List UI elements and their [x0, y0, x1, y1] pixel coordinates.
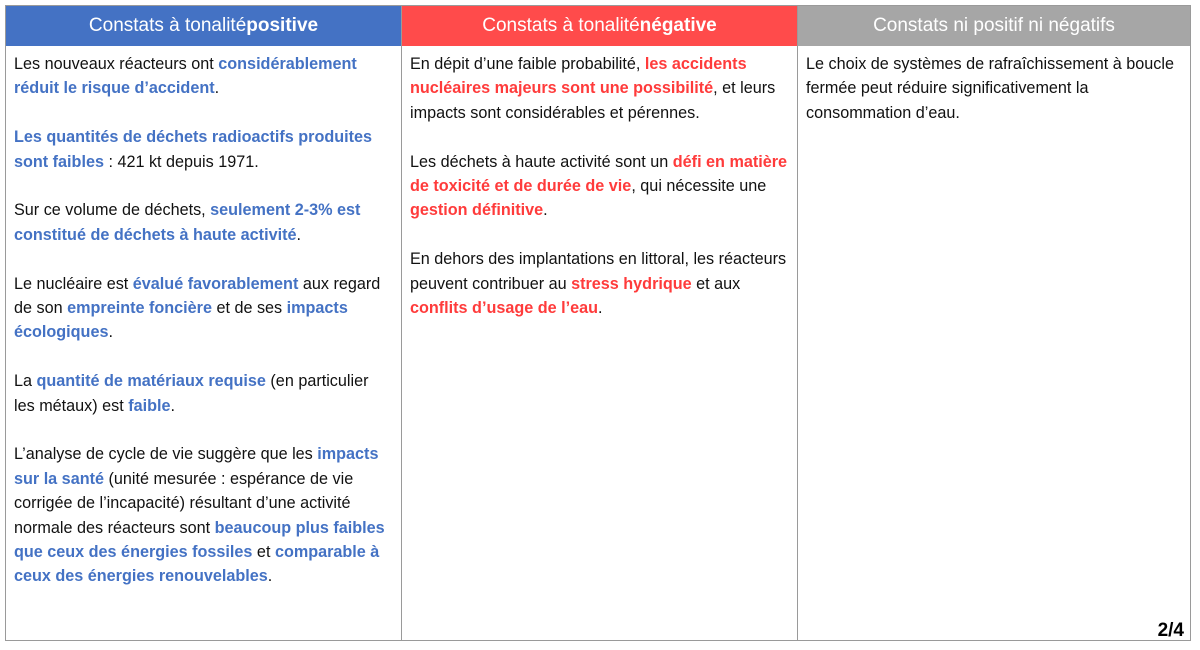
header-positive-bold: positive	[246, 15, 319, 36]
highlighted-text: conflits d’usage de l’eau	[410, 299, 598, 318]
text-segment: .	[296, 225, 301, 244]
text-segment: et de ses	[211, 299, 287, 318]
header-positive	[6, 6, 401, 46]
highlighted-text: stress hydrique	[571, 274, 692, 293]
finding-paragraph	[14, 369, 393, 418]
text-segment: , et leurs impacts sont considérables et pérennes.	[410, 79, 776, 122]
highlighted-text: comparable à ceux des énergies renouvelables	[14, 543, 380, 586]
page-number: 2/4	[1157, 620, 1184, 641]
highlighted-text: quantité de matériaux requise	[36, 372, 266, 391]
finding-paragraph	[14, 442, 393, 588]
header-neutral-text: Constats ni positif ni négatifs	[873, 15, 1115, 36]
findings-table	[5, 5, 1191, 641]
column-positive	[6, 46, 401, 640]
finding-paragraph	[410, 52, 789, 125]
header-neutral	[797, 6, 1190, 46]
highlighted-text: considérablement réduit le risque d’accident	[14, 55, 357, 98]
finding-paragraph	[14, 125, 393, 174]
highlighted-text: faible	[128, 396, 171, 415]
text-segment: (unité mesurée : espérance de vie corrigée de l’incapacité) résultant d’une activité normale des réacteurs sont	[14, 469, 354, 537]
highlighted-text: les accidents nucléaires majeurs sont une possibilité	[410, 55, 747, 98]
finding-paragraph	[14, 52, 393, 101]
text-segment: En dehors des implantations en littoral, les réacteurs peuvent contribuer au	[410, 250, 787, 293]
column-neutral	[797, 46, 1190, 640]
text-segment: (en particulier les métaux) est	[14, 372, 369, 415]
header-negative-prefix: Constats à tonalité	[482, 15, 640, 36]
text-segment: .	[108, 323, 113, 342]
finding-paragraph	[14, 198, 393, 247]
text-segment: .	[267, 567, 273, 586]
header-negative-bold: négative	[639, 15, 717, 36]
text-segment: : 421 kt depuis 1971.	[103, 152, 259, 171]
highlighted-text: gestion définitive	[410, 201, 544, 220]
text-segment: Le choix de systèmes de rafraîchissement à boucle fermée peut réduire significativement la consommation d’eau.	[806, 55, 1175, 122]
column-negative	[401, 46, 797, 640]
highlighted-text: beaucoup plus faibles que ceux des énergies fossiles	[14, 518, 385, 562]
text-segment: et	[252, 543, 275, 562]
highlighted-text: évalué favorablement	[132, 274, 299, 293]
header-positive-prefix: Constats à tonalité	[88, 15, 247, 36]
finding-paragraph	[410, 150, 789, 223]
text-segment: En dépit d’une faible probabilité,	[410, 55, 645, 73]
finding-paragraph	[806, 52, 1182, 125]
text-segment: L’analyse de cycle de vie suggère que les	[14, 445, 318, 464]
highlighted-text: empreinte foncière	[67, 299, 212, 318]
text-segment: Les nouveaux réacteurs ont	[14, 55, 219, 73]
highlighted-text: seulement 2-3% est constitué de déchets à haute activité	[14, 201, 361, 244]
text-segment: et aux	[691, 274, 741, 293]
text-segment: , qui nécessite une	[631, 177, 767, 196]
text-segment: .	[598, 299, 603, 318]
header-negative	[401, 6, 797, 46]
highlighted-text: Les quantités de déchets radioactifs produites sont faibles	[14, 128, 373, 171]
text-segment: La	[14, 372, 37, 391]
text-segment: Sur ce volume de déchets,	[14, 201, 211, 220]
finding-paragraph	[14, 272, 393, 345]
text-segment: .	[214, 79, 220, 98]
text-segment: .	[543, 201, 548, 220]
text-segment: Le nucléaire est	[14, 274, 133, 293]
text-segment: Les déchets à haute activité sont un	[410, 152, 673, 171]
highlighted-text: impacts écologiques	[14, 299, 348, 342]
highlighted-text: impacts sur la santé	[14, 445, 379, 488]
finding-paragraph	[410, 247, 789, 320]
highlighted-text: défi en matière de toxicité et de durée de vie	[410, 152, 788, 196]
text-segment: .	[170, 396, 176, 415]
text-segment: aux regard de son	[14, 274, 381, 318]
